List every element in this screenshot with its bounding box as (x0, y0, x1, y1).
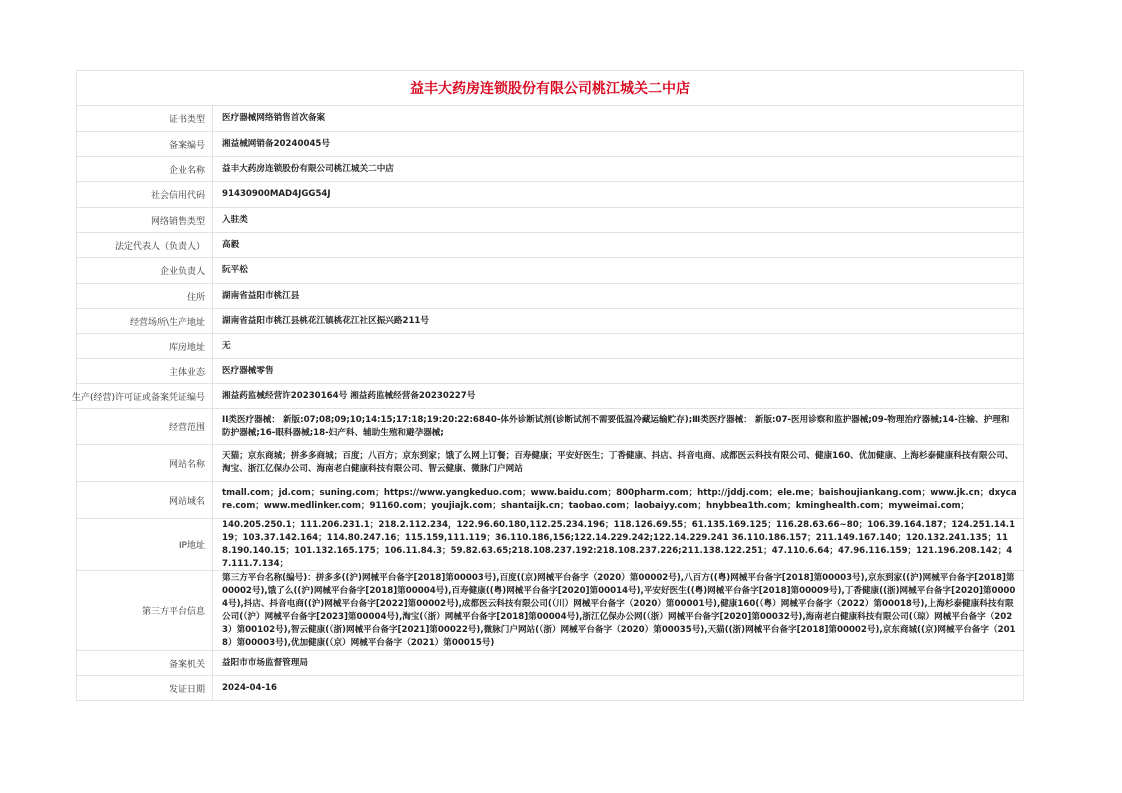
row-website-names (77, 445, 1023, 482)
row-label: 企业负责人 (77, 258, 213, 283)
row-value: 湖南省益阳市桃江县 (222, 290, 300, 301)
row-company-principal (77, 258, 1023, 284)
page-title: 益丰大药房连锁股份有限公司桃江城关二中店 (410, 81, 690, 97)
row-label: 网站域名 (77, 482, 213, 518)
row-value: 医疗器械网络销售首次备案 (222, 113, 326, 123)
row-certificate-type (77, 106, 1023, 132)
row-label: 网络销售类型 (77, 208, 213, 232)
row-label: 证书类型 (77, 106, 213, 131)
row-business-scope (77, 409, 1023, 445)
row-business-address (77, 309, 1023, 334)
row-value: 湘益械网销备20240045号 (222, 138, 330, 149)
row-third-party-platforms (77, 571, 1023, 651)
row-label: 法定代表人（负责人） (77, 233, 213, 257)
row-value: 湘益药监械经营许20230164号 湘益药监械经营备20230227号 (222, 390, 476, 401)
row-label: IP地址 (77, 519, 213, 570)
title-row (77, 71, 1023, 106)
row-label: 备案机关 (77, 651, 213, 675)
row-label: 经营范围 (77, 409, 213, 444)
row-record-number (77, 132, 1023, 157)
row-label: 社会信用代码 (77, 182, 213, 207)
row-license-number (71, 384, 1023, 409)
row-value: 天猫；京东商城；拼多多商城；百度；八百方；京东到家；饿了么网上订餐；百寿健康；平安好医生；丁香健康、抖店、抖音电商、成都医云科技有限公司、健康160、优加健康、上海杉泰健康科技有限公司、淘宝、浙江亿保办公司、海南老白健康科技有限公司、智云健康、微脉门户网站 (222, 451, 1014, 474)
row-label: 经营场所\生产地址 (77, 309, 213, 333)
row-value: 益阳市市场监督管理局 (222, 657, 308, 668)
row-legal-representative (77, 233, 1023, 258)
row-value: 140.205.250.1；111.206.231.1；218.2.112.234，122.96.60.180,112.25.234.196；118.126.69.55；61.135.169.125；116.28.63.66~80；106.39.164.187；124.251.14.119；103.37.142.164；114.80.247.16；115.159,111.119；36.110.186,156;122.14.229.242;122.14.229.241 36.110.186.157；211.149.167.140；120.132.241.135；118.190.140.15；101.132.165.175；106.11.84.3；59.82.63.65;218.108.237.192:218.108.237.226;211.138.122.251；47.110.6.64；47.96.116.159；121.196.208.142；47.111.7.134； (222, 519, 1016, 569)
row-sales-type (77, 208, 1023, 233)
row-value: 第三方平台名称(编号)：拼多多((沪)网械平台备字[2018]第00003号),百度((京)网械平台备字（2020）第00002号),八百方((粤)网械平台备字[2018]第00003号),京东到家((沪)网械平台备字[2018]第00002号),饿了么((沪)网械平台备字[2018]第00004号),百寿健康((粤)网械平台备字[2020]第00014号),平安好医生((粤)网械平台备字[2018]第00009号),丁香健康((浙)网械平台备字[2020]第00004号),抖店、抖音电商((沪)网械平台备字[2022]第00002号),成都医云科技有限公司(（川）网械平台备字（2020）第00001号),健康160(（粤）网械平台备字（2022）第00018号),上海杉泰健康科技有限公司(（沪）网械平台备字[2023]第00004号),淘宝(（浙）网械平台备字[2018]第00004号),浙江亿保办公网(（浙）网械平台备字[2020]第00032号),海南老白健康科技有限公司(（琼）网械平台备字（2023）第00102号),智云健康(（浙)网械平台备字[2021]第00022号),微脉门户网站(（浙）网械平台备字（2020）第00035号),天猫((浙)网械平台备字[2018]第00002号),京东商城((京)网械平台备字（2018）第00003号),优加健康(（京）网械平台备字（2021）第00015号) (222, 572, 1016, 648)
row-credit-code (77, 182, 1023, 208)
row-website-domains (77, 482, 1023, 519)
row-label: 生产(经营)许可证或备案凭证编号 (77, 384, 213, 408)
row-value: 阮平松 (222, 265, 248, 275)
row-value: tmall.com；jd.com；suning.com；https://www.yangkeduo.com；www.baidu.com；800pharm.com；http://jddj.com；ele.me；baishoujiankang.com；www.jk.cn；dxycare.com；www.medlinker.com；91160.com；youjiajk.com；shantaijk.cn；taobao.com；laobaiyy.com；hnybbea1th.com；kminghealth.com；myweimai.com； (222, 488, 1017, 511)
row-filing-authority (77, 651, 1023, 676)
row-value: 91430900MAD4JGG54J (222, 189, 331, 199)
row-value: 无 (222, 340, 231, 351)
record-table (71, 70, 1024, 701)
row-label: 库房地址 (77, 334, 213, 358)
row-value: 益丰大药房连锁股份有限公司桃江城关二中店 (222, 163, 394, 174)
row-value: 医疗器械零售 (222, 365, 274, 376)
row-business-format (77, 359, 1023, 384)
row-label: 网站名称 (77, 445, 213, 481)
row-label: 企业名称 (77, 157, 213, 181)
row-domicile (77, 284, 1023, 309)
row-ip-addresses (77, 519, 1023, 571)
row-label: 主体业态 (77, 359, 213, 383)
row-value: 高毅 (222, 239, 240, 250)
row-issue-date (77, 676, 1023, 701)
row-label: 备案编号 (77, 132, 213, 156)
row-label: 发证日期 (77, 676, 213, 700)
row-value: II类医疗器械： 新版:07;08;09;10;14:15;17:18;19:20:22:6840-体外诊断试剂(诊断试剂不需要低温冷藏运输贮存);Ⅲ类医疗器械： 新版:07-医用诊察和监护器械;09-物理治疗器械;14-注输、护理和防护器械;16-眼科器械;18-妇产科、辅助生殖和避孕器械; (222, 414, 1010, 438)
row-value: 2024-04-16 (222, 682, 277, 693)
row-company-name (77, 157, 1023, 182)
row-label: 第三方平台信息 (77, 571, 213, 650)
row-warehouse-address (77, 334, 1023, 359)
row-value: 湖南省益阳市桃江县桃花江镇桃花江社区振兴路211号 (222, 315, 430, 326)
row-label: 住所 (77, 284, 213, 308)
row-value: 入驻类 (222, 214, 248, 225)
